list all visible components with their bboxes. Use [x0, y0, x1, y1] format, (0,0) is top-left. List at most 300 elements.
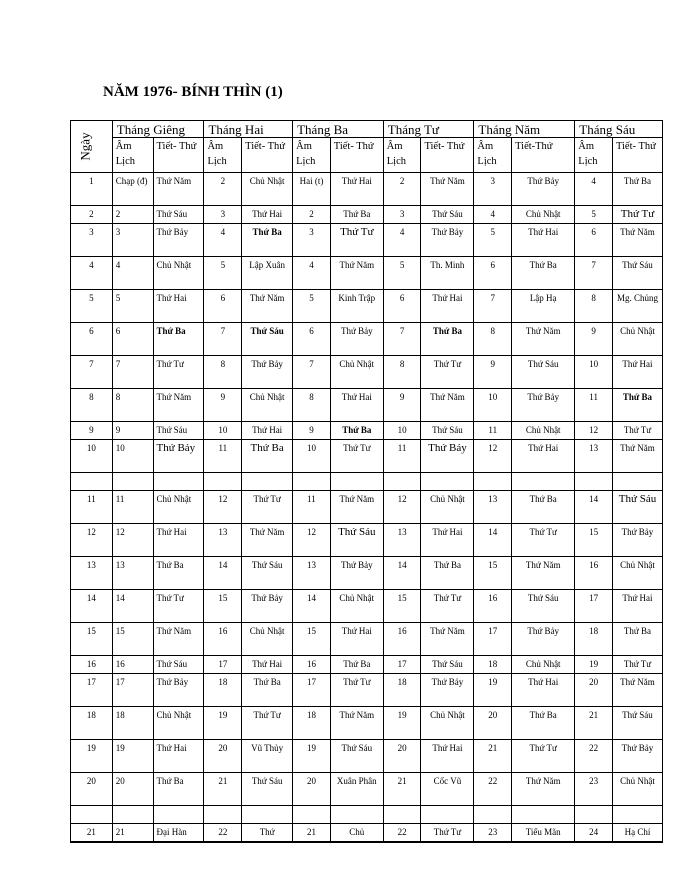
day-cell: 14 [71, 590, 113, 623]
lunar-day-cell: 14 [293, 590, 331, 623]
lunar-day-cell: 8 [293, 389, 331, 422]
lunar-day-cell: 13 [204, 524, 242, 557]
weekday-cell: Tiểu Mãn [512, 824, 575, 843]
weekday-cell: Thứ Sáu [612, 257, 662, 290]
lunar-day-cell: 19 [383, 707, 421, 740]
lunar-day-cell: 17 [575, 590, 613, 623]
weekday-cell: Thứ Bảy [512, 173, 575, 206]
month-header: Tháng Giêng [112, 121, 204, 138]
lunar-day-cell: 7 [293, 356, 331, 389]
day-cell: 2 [71, 206, 113, 224]
empty-cell [153, 806, 204, 824]
table-row [71, 323, 663, 356]
lunar-day-cell: 14 [575, 491, 613, 524]
lunar-day-cell: 16 [474, 590, 512, 623]
weekday-cell: Thứ Hai [242, 422, 293, 440]
lunar-day-cell: 14 [204, 557, 242, 590]
weekday-cell: Thứ Bảy [330, 557, 383, 590]
lunar-day-cell: Hai (t) [293, 173, 331, 206]
weekday-cell: Chủ Nhật [612, 773, 662, 806]
table-row [71, 440, 663, 473]
weekday-cell: Thứ Năm [242, 290, 293, 323]
table-row [71, 674, 663, 707]
weekday-cell: Thứ Tư [330, 674, 383, 707]
weekday-cell: Thứ Ba [330, 656, 383, 674]
lunar-day-cell: 8 [575, 290, 613, 323]
lunar-day-cell: 23 [474, 824, 512, 843]
lunar-day-cell: 6 [293, 323, 331, 356]
table-row [71, 824, 663, 843]
lunar-day-cell: 10 [204, 422, 242, 440]
empty-cell [204, 806, 242, 824]
weekday-cell: Thứ Hai [242, 656, 293, 674]
lunar-day-cell: 21 [575, 707, 613, 740]
lunar-day-cell: 17 [204, 656, 242, 674]
lunar-day-cell: 23 [575, 773, 613, 806]
lunar-day-cell: 19 [112, 740, 153, 773]
weekday-cell: Chủ Nhật [242, 623, 293, 656]
lunar-day-cell: 14 [383, 557, 421, 590]
lunar-day-cell: 18 [575, 623, 613, 656]
lunar-day-cell: 14 [474, 524, 512, 557]
lunar-day-cell: 3 [112, 224, 153, 257]
table-row [71, 257, 663, 290]
lunar-day-cell: 18 [474, 656, 512, 674]
weekday-cell: Thứ Năm [512, 557, 575, 590]
lunar-day-cell: 9 [383, 389, 421, 422]
weekday-cell: Thứ Hai [421, 740, 474, 773]
weekday-cell: Thứ Tư [421, 824, 474, 843]
ngay-header: Ngày [71, 121, 113, 173]
lunar-day-cell: 12 [383, 491, 421, 524]
weekday-cell: Thứ Hai [512, 224, 575, 257]
weekday-cell: Thứ Tư [242, 707, 293, 740]
spacer-row [71, 473, 663, 491]
empty-cell [575, 473, 613, 491]
lunar-day-cell: 16 [383, 623, 421, 656]
lunar-calendar-table [70, 120, 663, 843]
weekday-cell: Thứ Sáu [421, 656, 474, 674]
weekday-cell: Thứ Năm [330, 491, 383, 524]
weekday-cell: Thứ Hai [512, 674, 575, 707]
empty-cell [512, 806, 575, 824]
weekday-cell: Vũ Thủy [242, 740, 293, 773]
weekday-cell: Thứ Bảy [330, 323, 383, 356]
weekday-cell: Thứ Ba [242, 224, 293, 257]
weekday-cell: Chủ Nhật [153, 491, 204, 524]
column-header: Âm Lịch [383, 138, 421, 173]
lunar-day-cell: 20 [112, 773, 153, 806]
day-cell: 17 [71, 674, 113, 707]
weekday-cell: Thứ Năm [421, 173, 474, 206]
lunar-day-cell: 2 [112, 206, 153, 224]
lunar-day-cell: 6 [474, 257, 512, 290]
column-header: Tiết- Thứ [330, 138, 383, 173]
lunar-day-cell: 6 [204, 290, 242, 323]
day-cell: 15 [71, 623, 113, 656]
lunar-day-cell: 7 [204, 323, 242, 356]
day-cell: 7 [71, 356, 113, 389]
weekday-cell: Chủ Nhật [512, 206, 575, 224]
weekday-cell: Chủ Nhật [612, 557, 662, 590]
day-cell: 19 [71, 740, 113, 773]
weekday-cell: Thứ Hai [153, 290, 204, 323]
lunar-day-cell: 14 [112, 590, 153, 623]
table-row [71, 557, 663, 590]
lunar-day-cell: 12 [293, 524, 331, 557]
weekday-cell: Thứ Năm [153, 173, 204, 206]
lunar-day-cell: 13 [112, 557, 153, 590]
weekday-cell: Chủ [330, 824, 383, 843]
table-row [71, 290, 663, 323]
weekday-cell: Chủ Nhật [612, 323, 662, 356]
weekday-cell: Chủ Nhật [153, 707, 204, 740]
weekday-cell: Chủ Nhật [153, 257, 204, 290]
lunar-day-cell: 3 [293, 224, 331, 257]
empty-cell [474, 806, 512, 824]
weekday-cell: Thứ Năm [330, 257, 383, 290]
weekday-cell: Thứ Tư [421, 356, 474, 389]
lunar-day-cell: 22 [383, 824, 421, 843]
weekday-cell: Thứ Năm [153, 389, 204, 422]
weekday-cell: Thứ Tư [330, 440, 383, 473]
weekday-cell: Thứ Sáu [421, 422, 474, 440]
day-cell: 9 [71, 422, 113, 440]
table-row [71, 389, 663, 422]
lunar-day-cell: 22 [575, 740, 613, 773]
lunar-day-cell: 4 [383, 224, 421, 257]
lunar-day-cell: 4 [474, 206, 512, 224]
weekday-cell: Thứ Bảy [153, 224, 204, 257]
day-cell: 1 [71, 173, 113, 206]
lunar-day-cell: 15 [112, 623, 153, 656]
lunar-day-cell: 5 [575, 206, 613, 224]
lunar-day-cell: 15 [474, 557, 512, 590]
weekday-cell: Thứ Sáu [330, 524, 383, 557]
weekday-cell: Thứ Bảy [512, 623, 575, 656]
empty-cell [71, 806, 113, 824]
lunar-day-cell: 3 [474, 173, 512, 206]
lunar-day-cell: 11 [383, 440, 421, 473]
lunar-day-cell: 11 [293, 491, 331, 524]
weekday-cell: Xuân Phân [330, 773, 383, 806]
weekday-cell: Thứ Ba [153, 773, 204, 806]
day-cell: 11 [71, 491, 113, 524]
month-header: Tháng Tư [383, 121, 474, 138]
empty-cell [383, 806, 421, 824]
column-header: Tiết-Thứ [512, 138, 575, 173]
lunar-day-cell: 18 [293, 707, 331, 740]
empty-cell [112, 473, 153, 491]
empty-cell [421, 473, 474, 491]
lunar-day-cell: 11 [474, 422, 512, 440]
lunar-day-cell: 17 [112, 674, 153, 707]
lunar-day-cell: 4 [575, 173, 613, 206]
lunar-day-cell: 11 [204, 440, 242, 473]
table-row [71, 206, 663, 224]
lunar-day-cell: 15 [293, 623, 331, 656]
column-header: Tiết- Thứ [153, 138, 204, 173]
weekday-cell: Thứ Sáu [242, 557, 293, 590]
lunar-day-cell: 5 [293, 290, 331, 323]
empty-cell [421, 806, 474, 824]
weekday-cell: Thứ Bảy [512, 389, 575, 422]
lunar-day-cell: 18 [112, 707, 153, 740]
weekday-cell: Thứ Năm [421, 389, 474, 422]
lunar-day-cell: 19 [204, 707, 242, 740]
weekday-cell: Thứ Sáu [421, 206, 474, 224]
lunar-day-cell: 21 [112, 824, 153, 843]
day-cell: 18 [71, 707, 113, 740]
weekday-cell: Thứ Ba [612, 389, 662, 422]
table-row [71, 773, 663, 806]
weekday-cell: Chủ Nhật [330, 356, 383, 389]
day-cell: 13 [71, 557, 113, 590]
month-header: Tháng Sáu [575, 121, 663, 138]
day-cell: 8 [71, 389, 113, 422]
lunar-day-cell: 20 [383, 740, 421, 773]
table-row [71, 707, 663, 740]
weekday-cell: Thứ Ba [242, 674, 293, 707]
day-cell: 10 [71, 440, 113, 473]
weekday-cell: Thứ Năm [612, 674, 662, 707]
weekday-cell: Thứ Sáu [330, 740, 383, 773]
day-cell: 5 [71, 290, 113, 323]
lunar-day-cell: 2 [383, 173, 421, 206]
weekday-cell: Thứ Hai [153, 524, 204, 557]
weekday-cell: Thứ Hai [330, 173, 383, 206]
lunar-day-cell: 19 [474, 674, 512, 707]
weekday-cell: Mg. Chủng [612, 290, 662, 323]
lunar-day-cell: 24 [575, 824, 613, 843]
spacer-row [71, 806, 663, 824]
lunar-day-cell: 8 [204, 356, 242, 389]
column-header: Âm Lịch [474, 138, 512, 173]
lunar-day-cell: 8 [474, 323, 512, 356]
lunar-day-cell: 5 [474, 224, 512, 257]
weekday-cell: Thứ Ba [330, 206, 383, 224]
lunar-day-cell: 19 [575, 656, 613, 674]
weekday-cell: Thứ Bảy [242, 356, 293, 389]
weekday-cell: Thứ Tư [512, 740, 575, 773]
lunar-day-cell: 9 [112, 422, 153, 440]
lunar-day-cell: 15 [383, 590, 421, 623]
weekday-cell: Thứ Bảy [421, 674, 474, 707]
empty-cell [242, 473, 293, 491]
weekday-cell: Thứ Hai [153, 740, 204, 773]
weekday-cell: Thứ Tư [612, 656, 662, 674]
lunar-day-cell: 7 [575, 257, 613, 290]
lunar-day-cell: 9 [204, 389, 242, 422]
weekday-cell: Chủ Nhật [512, 656, 575, 674]
lunar-day-cell: 6 [112, 323, 153, 356]
weekday-cell: Thứ Ba [153, 557, 204, 590]
column-header: Tiết- Thứ [242, 138, 293, 173]
day-cell: 21 [71, 824, 113, 843]
weekday-cell: Thứ Hai [612, 356, 662, 389]
weekday-cell: Thứ Sáu [242, 323, 293, 356]
lunar-day-cell: 16 [575, 557, 613, 590]
weekday-cell: Thứ Sáu [242, 773, 293, 806]
weekday-cell: Thứ Ba [612, 173, 662, 206]
weekday-cell: Thứ Bảy [153, 674, 204, 707]
lunar-day-cell: 10 [575, 356, 613, 389]
lunar-day-cell: 20 [293, 773, 331, 806]
empty-cell [293, 473, 331, 491]
weekday-cell: Thứ Tư [612, 206, 662, 224]
column-header: Tiết- Thứ [421, 138, 474, 173]
month-header: Tháng Năm [474, 121, 575, 138]
empty-cell [293, 806, 331, 824]
page-title: NĂM 1976- BÍNH THÌN (1) [103, 84, 283, 100]
empty-cell [330, 806, 383, 824]
day-cell: 3 [71, 224, 113, 257]
weekday-cell: Thứ Hai [330, 623, 383, 656]
weekday-cell: Thứ Hai [330, 389, 383, 422]
weekday-cell: Chủ Nhật [330, 590, 383, 623]
weekday-cell: Thứ Tư [512, 524, 575, 557]
weekday-cell: Chủ Nhật [512, 422, 575, 440]
lunar-day-cell: 5 [383, 257, 421, 290]
weekday-cell: Thứ Sáu [153, 656, 204, 674]
lunar-day-cell: 10 [383, 422, 421, 440]
lunar-day-cell: 7 [383, 323, 421, 356]
weekday-cell: Thứ Bảy [421, 224, 474, 257]
lunar-day-cell: 7 [112, 356, 153, 389]
empty-cell [474, 473, 512, 491]
table-row [71, 623, 663, 656]
lunar-day-cell: 22 [474, 773, 512, 806]
calendar-body [71, 173, 663, 843]
lunar-day-cell: 22 [204, 824, 242, 843]
column-header: Âm Lịch [575, 138, 613, 173]
lunar-day-cell: 8 [112, 389, 153, 422]
weekday-cell: Thứ Sáu [612, 707, 662, 740]
weekday-cell: Thứ Sáu [153, 206, 204, 224]
lunar-day-cell: 8 [383, 356, 421, 389]
empty-cell [612, 473, 662, 491]
lunar-day-cell: 21 [383, 773, 421, 806]
lunar-day-cell: 7 [474, 290, 512, 323]
column-header: Âm Lịch [112, 138, 153, 173]
table-row [71, 524, 663, 557]
lunar-day-cell: 13 [575, 440, 613, 473]
weekday-cell: Thứ Ba [612, 623, 662, 656]
lunar-day-cell: 11 [112, 491, 153, 524]
month-header: Tháng Hai [204, 121, 293, 138]
weekday-cell: Thứ Tư [242, 491, 293, 524]
empty-cell [204, 473, 242, 491]
weekday-cell: Thứ Sáu [153, 422, 204, 440]
lunar-day-cell: 9 [575, 323, 613, 356]
weekday-cell: Thứ Bảy [612, 524, 662, 557]
weekday-cell: Thứ Hai [612, 590, 662, 623]
weekday-cell: Lập Xuân [242, 257, 293, 290]
lunar-day-cell: 20 [575, 674, 613, 707]
lunar-day-cell: 9 [293, 422, 331, 440]
lunar-day-cell: 16 [204, 623, 242, 656]
lunar-day-cell: 3 [383, 206, 421, 224]
weekday-cell: Thứ Năm [153, 623, 204, 656]
day-cell: 6 [71, 323, 113, 356]
table-row [71, 740, 663, 773]
weekday-cell: Thứ Tư [421, 590, 474, 623]
table-row [71, 173, 663, 206]
weekday-cell: Thứ Ba [242, 440, 293, 473]
lunar-day-cell: 5 [204, 257, 242, 290]
weekday-cell: Đại Hàn [153, 824, 204, 843]
lunar-day-cell: 12 [112, 524, 153, 557]
table-row [71, 422, 663, 440]
table-row [71, 656, 663, 674]
weekday-cell: Thứ Năm [612, 440, 662, 473]
weekday-cell: Thứ Tư [153, 356, 204, 389]
table-row [71, 590, 663, 623]
lunar-day-cell: 17 [293, 674, 331, 707]
day-cell: 4 [71, 257, 113, 290]
lunar-day-cell: 21 [204, 773, 242, 806]
lunar-day-cell: 12 [474, 440, 512, 473]
lunar-day-cell: 6 [575, 224, 613, 257]
weekday-cell: Thứ Năm [512, 323, 575, 356]
empty-cell [383, 473, 421, 491]
weekday-cell: Thứ Hai [421, 290, 474, 323]
weekday-cell: Thứ Hai [512, 440, 575, 473]
lunar-day-cell: 18 [383, 674, 421, 707]
weekday-cell: Th. Minh [421, 257, 474, 290]
table-row [71, 224, 663, 257]
day-cell: 12 [71, 524, 113, 557]
lunar-day-cell: 19 [293, 740, 331, 773]
lunar-day-cell: 12 [204, 491, 242, 524]
weekday-cell: Chủ Nhật [242, 173, 293, 206]
weekday-cell: Thứ Ba [330, 422, 383, 440]
month-header: Tháng Ba [293, 121, 384, 138]
lunar-day-cell: 21 [474, 740, 512, 773]
lunar-day-cell: 2 [204, 173, 242, 206]
lunar-day-cell: 16 [112, 656, 153, 674]
lunar-day-cell: 16 [293, 656, 331, 674]
weekday-cell: Hạ Chí [612, 824, 662, 843]
weekday-cell: Thứ Ba [512, 491, 575, 524]
empty-cell [242, 806, 293, 824]
empty-cell [330, 473, 383, 491]
lunar-day-cell: 20 [474, 707, 512, 740]
lunar-day-cell: 21 [293, 824, 331, 843]
weekday-cell: Thứ Bảy [421, 440, 474, 473]
lunar-day-cell: 3 [204, 206, 242, 224]
lunar-day-cell: 10 [112, 440, 153, 473]
lunar-day-cell: 2 [293, 206, 331, 224]
weekday-cell: Thứ Bảy [242, 590, 293, 623]
weekday-cell: Thứ Năm [512, 773, 575, 806]
table-row [71, 491, 663, 524]
empty-cell [575, 806, 613, 824]
weekday-cell: Thứ Năm [330, 707, 383, 740]
day-cell: 16 [71, 656, 113, 674]
weekday-cell: Chủ Nhật [242, 389, 293, 422]
weekday-cell: Thứ Tư [330, 224, 383, 257]
lunar-day-cell: 4 [204, 224, 242, 257]
lunar-day-cell: 6 [383, 290, 421, 323]
day-cell: 20 [71, 773, 113, 806]
lunar-day-cell: 4 [293, 257, 331, 290]
lunar-day-cell: 13 [474, 491, 512, 524]
weekday-cell: Kinh Trập [330, 290, 383, 323]
table-row [71, 356, 663, 389]
lunar-day-cell: Chạp (đ) [112, 173, 153, 206]
empty-cell [153, 473, 204, 491]
